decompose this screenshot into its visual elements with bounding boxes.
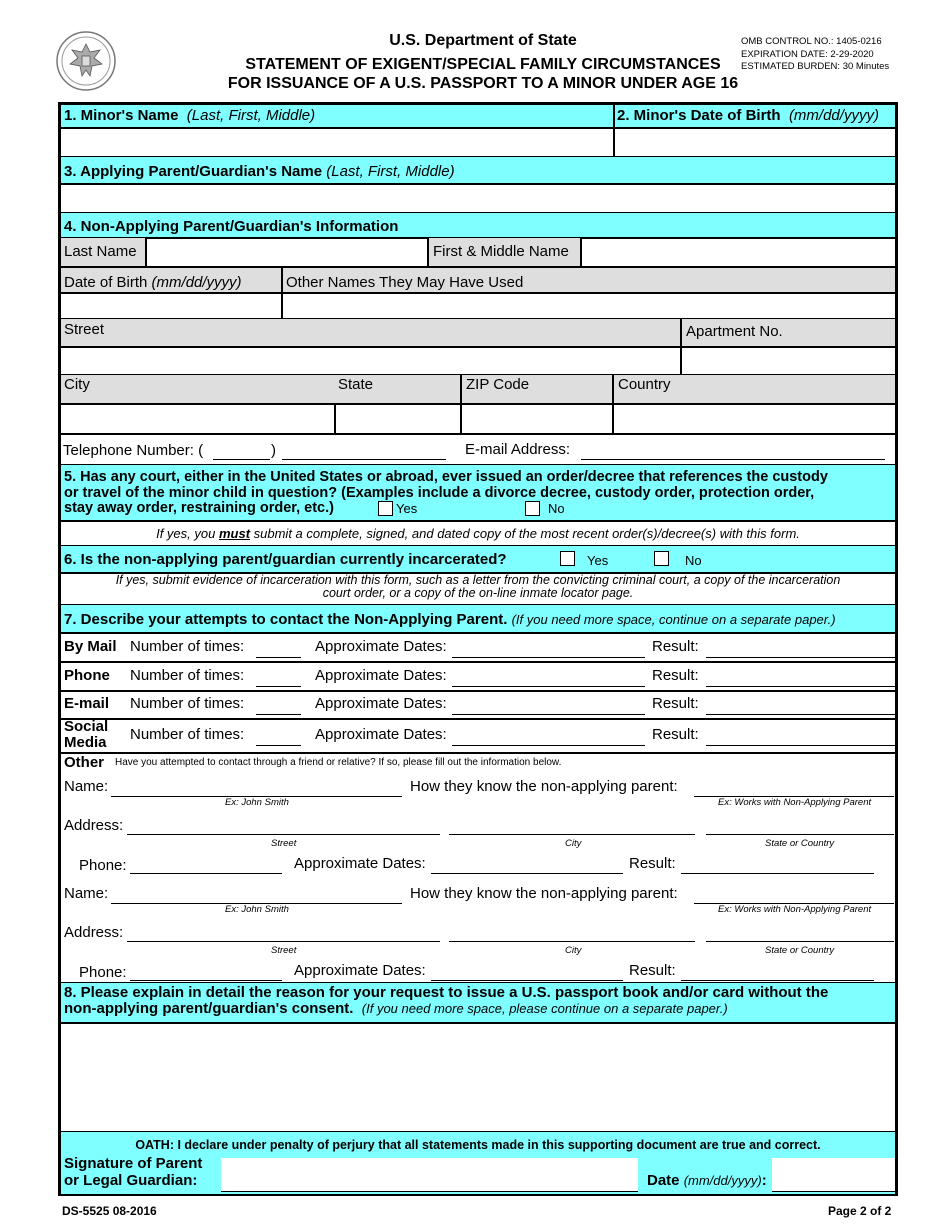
other-hint: Have you attempted to contact through a friend or relative? If so, please fill out the information below. [115, 757, 562, 768]
how-know-label: How they know the non-applying parent: [410, 885, 678, 902]
city-hint: City [565, 838, 582, 849]
other-dates-field[interactable] [431, 980, 623, 981]
incarcerated-no-label: No [685, 553, 702, 568]
ex-name-hint: Ex: John Smith [225, 904, 289, 915]
result-field[interactable] [706, 745, 895, 746]
minor-name-field[interactable] [62, 129, 612, 155]
email-field[interactable] [581, 459, 885, 460]
other-result-field[interactable] [681, 873, 874, 874]
result-field[interactable] [706, 686, 895, 687]
result-label: Result: [652, 666, 699, 684]
other-city-field[interactable] [449, 941, 695, 942]
page-number: Page 2 of 2 [828, 1204, 892, 1218]
street-label: Street [64, 321, 105, 338]
minor-dob-field[interactable] [616, 129, 894, 155]
last-name-label: Last Name [64, 243, 137, 260]
result-label: Result: [652, 695, 699, 712]
omb-control: OMB CONTROL NO.: 1405-0216 [741, 36, 882, 47]
department-name: U.S. Department of State [389, 32, 577, 49]
other-address-label: Address: [64, 817, 124, 834]
dates-field[interactable] [452, 686, 645, 687]
other-name-label: Name: [64, 778, 109, 795]
state-hint: State or Country [765, 838, 835, 849]
section8-line2: non-applying parent/guardian's consent. (If you need more space, please continue on a separate paper.) [64, 1000, 728, 1017]
applying-parent-label: 3. Applying Parent/Guardian's Name (Last, First, Middle) [64, 163, 455, 180]
telephone-label: Telephone Number: ( [63, 442, 204, 459]
other-phone-field[interactable] [130, 873, 282, 874]
section6-note [61, 574, 895, 600]
section4-label: 4. Non-Applying Parent/Guardian's Information [64, 218, 399, 235]
other-result-label: Result: [629, 855, 676, 872]
times-field[interactable] [256, 745, 301, 746]
zip-label: ZIP Code [466, 376, 530, 393]
section6-note-line1: If yes, submit evidence of incarceration with this form, such as a letter from the convicting criminal court, a copy of the incarceration [115, 573, 841, 587]
times-label: Number of times: [130, 695, 245, 712]
oath-text: OATH: I declare under penalty of perjury that all statements made in this supporting document are true and correct. [135, 1138, 821, 1152]
first-middle-name-field[interactable] [582, 239, 894, 265]
court-order-yes-label: Yes [396, 501, 418, 516]
apartment-field[interactable] [683, 348, 894, 373]
incarcerated-yes-label: Yes [587, 553, 609, 568]
oath-date-label: Date (mm/dd/yyyy): [647, 1172, 767, 1189]
apartment-label: Apartment No. [686, 323, 783, 340]
nonapp-dob-field[interactable] [62, 294, 280, 318]
section5-line3: stay away order, restraining order, etc.) [64, 500, 334, 516]
incarcerated-yes-checkbox[interactable] [560, 551, 575, 566]
city-field[interactable] [62, 405, 333, 432]
how-know-label: How they know the non-applying parent: [410, 778, 678, 795]
applying-parent-name-field[interactable] [62, 185, 894, 211]
section8-line1: 8. Please explain in detail the reason for your request to issue a U.S. passport book and/or card without the [64, 984, 829, 1001]
times-field[interactable] [256, 714, 301, 715]
other-state-field[interactable] [706, 834, 894, 835]
other-names-label: Other Names They May Have Used [286, 274, 524, 291]
dates-label: Approximate Dates: [315, 637, 447, 655]
other-street-field[interactable] [127, 834, 440, 835]
street-hint: Street [271, 838, 297, 849]
other-address-label: Address: [64, 924, 124, 941]
nonapp-dob-label: Date of Birth (mm/dd/yyyy) [64, 274, 242, 291]
first-middle-name-label: First & Middle Name [433, 243, 569, 260]
dates-field[interactable] [452, 745, 645, 746]
court-order-no-checkbox[interactable] [525, 501, 540, 516]
contact-method-label: Social Media [64, 718, 109, 751]
signature-field[interactable] [221, 1158, 638, 1192]
times-field[interactable] [256, 657, 301, 658]
result-label: Result: [652, 637, 699, 655]
times-label: Number of times: [130, 666, 245, 684]
dates-label: Approximate Dates: [315, 726, 447, 743]
dates-label: Approximate Dates: [315, 666, 447, 684]
other-result-label: Result: [629, 962, 676, 979]
minor-name-label: 1. Minor's Name (Last, First, Middle) [64, 107, 316, 124]
omb-expiration: EXPIRATION DATE: 2-29-2020 [741, 48, 874, 60]
street-hint: Street [271, 945, 297, 956]
court-order-no-label: No [548, 501, 565, 516]
section5-line1: 5. Has any court, either in the United States or abroad, ever issued an order/decree that references the custody [64, 469, 828, 485]
times-field[interactable] [256, 686, 301, 687]
state-field[interactable] [337, 405, 459, 432]
country-label: Country [618, 376, 671, 393]
result-label: Result: [652, 726, 699, 743]
city-hint: City [565, 945, 582, 956]
other-label: Other [64, 754, 105, 771]
omb-burden: ESTIMATED BURDEN: 30 Minutes [741, 61, 890, 72]
minor-dob-label: 2. Minor's Date of Birth (mm/dd/yyyy) [617, 107, 879, 124]
country-field[interactable] [615, 405, 894, 432]
dates-label: Approximate Dates: [315, 695, 447, 712]
other-dates-field[interactable] [431, 873, 623, 874]
result-field[interactable] [706, 714, 895, 715]
ex-know-hint: Ex: Works with Non-Applying Parent [718, 797, 872, 808]
area-code-field[interactable] [213, 459, 270, 460]
dates-field[interactable] [452, 714, 645, 715]
form-id: DS-5525 08-2016 [62, 1204, 157, 1218]
section7-label: 7. Describe your attempts to contact the Non-Applying Parent. (If you need more space, continue on a separate paper.) [64, 611, 836, 628]
telephone-close-paren: ) [271, 442, 276, 459]
omb-info [741, 36, 889, 74]
street-field[interactable] [62, 348, 678, 373]
email-label: E-mail Address: [465, 441, 571, 458]
times-label: Number of times: [130, 726, 245, 743]
form-title-line2: FOR ISSUANCE OF A U.S. PASSPORT TO A MINOR UNDER AGE 16 [227, 75, 739, 92]
other-dates-label: Approximate Dates: [294, 855, 426, 872]
other-phone-field[interactable] [130, 980, 282, 981]
explanation-field[interactable] [62, 1024, 894, 1130]
incarcerated-no-checkbox[interactable] [654, 551, 669, 566]
oath-date-field[interactable] [772, 1158, 895, 1192]
contact-method-label: E-mail [64, 695, 110, 712]
other-street-field[interactable] [127, 941, 440, 942]
other-names-field[interactable] [284, 294, 894, 318]
form-title-line1: STATEMENT OF EXIGENT/SPECIAL FAMILY CIRCUMSTANCES [245, 56, 721, 73]
other-phone-label: Phone: [79, 857, 127, 874]
other-name-label: Name: [64, 885, 109, 902]
signature-label-line1: Signature of Parent [64, 1155, 203, 1172]
zip-field[interactable] [463, 405, 611, 432]
result-field[interactable] [706, 657, 895, 658]
other-result-field[interactable] [681, 980, 874, 981]
section5-note: If yes, you must submit a complete, signed, and dated copy of the most recent order(s)/decree(s) with this form. [156, 526, 800, 541]
dates-field[interactable] [452, 657, 645, 658]
state-label: State [338, 376, 374, 393]
signature-label-line2: or Legal Guardian: [64, 1172, 198, 1189]
contact-method-label: Phone [64, 666, 110, 684]
state-hint: State or Country [765, 945, 835, 956]
section6-label: 6. Is the non-applying parent/guardian currently incarcerated? [64, 551, 507, 568]
other-city-field[interactable] [449, 834, 695, 835]
times-label: Number of times: [130, 637, 245, 655]
last-name-field[interactable] [147, 239, 427, 265]
ex-name-hint: Ex: John Smith [225, 797, 289, 808]
section5-line2: or travel of the minor child in question? (Examples include a divorce decree, custody order, protection order, [64, 485, 815, 501]
court-order-yes-checkbox[interactable] [378, 501, 393, 516]
city-label: City [64, 376, 90, 393]
other-phone-label: Phone: [79, 964, 127, 981]
other-state-field[interactable] [706, 941, 894, 942]
other-dates-label: Approximate Dates: [294, 962, 426, 979]
telephone-field[interactable] [282, 459, 446, 460]
section6-note-line2: court order, or a copy of the on-line inmate locator page. [322, 586, 634, 600]
contact-method-label: By Mail [64, 637, 117, 655]
ex-know-hint: Ex: Works with Non-Applying Parent [718, 904, 872, 915]
